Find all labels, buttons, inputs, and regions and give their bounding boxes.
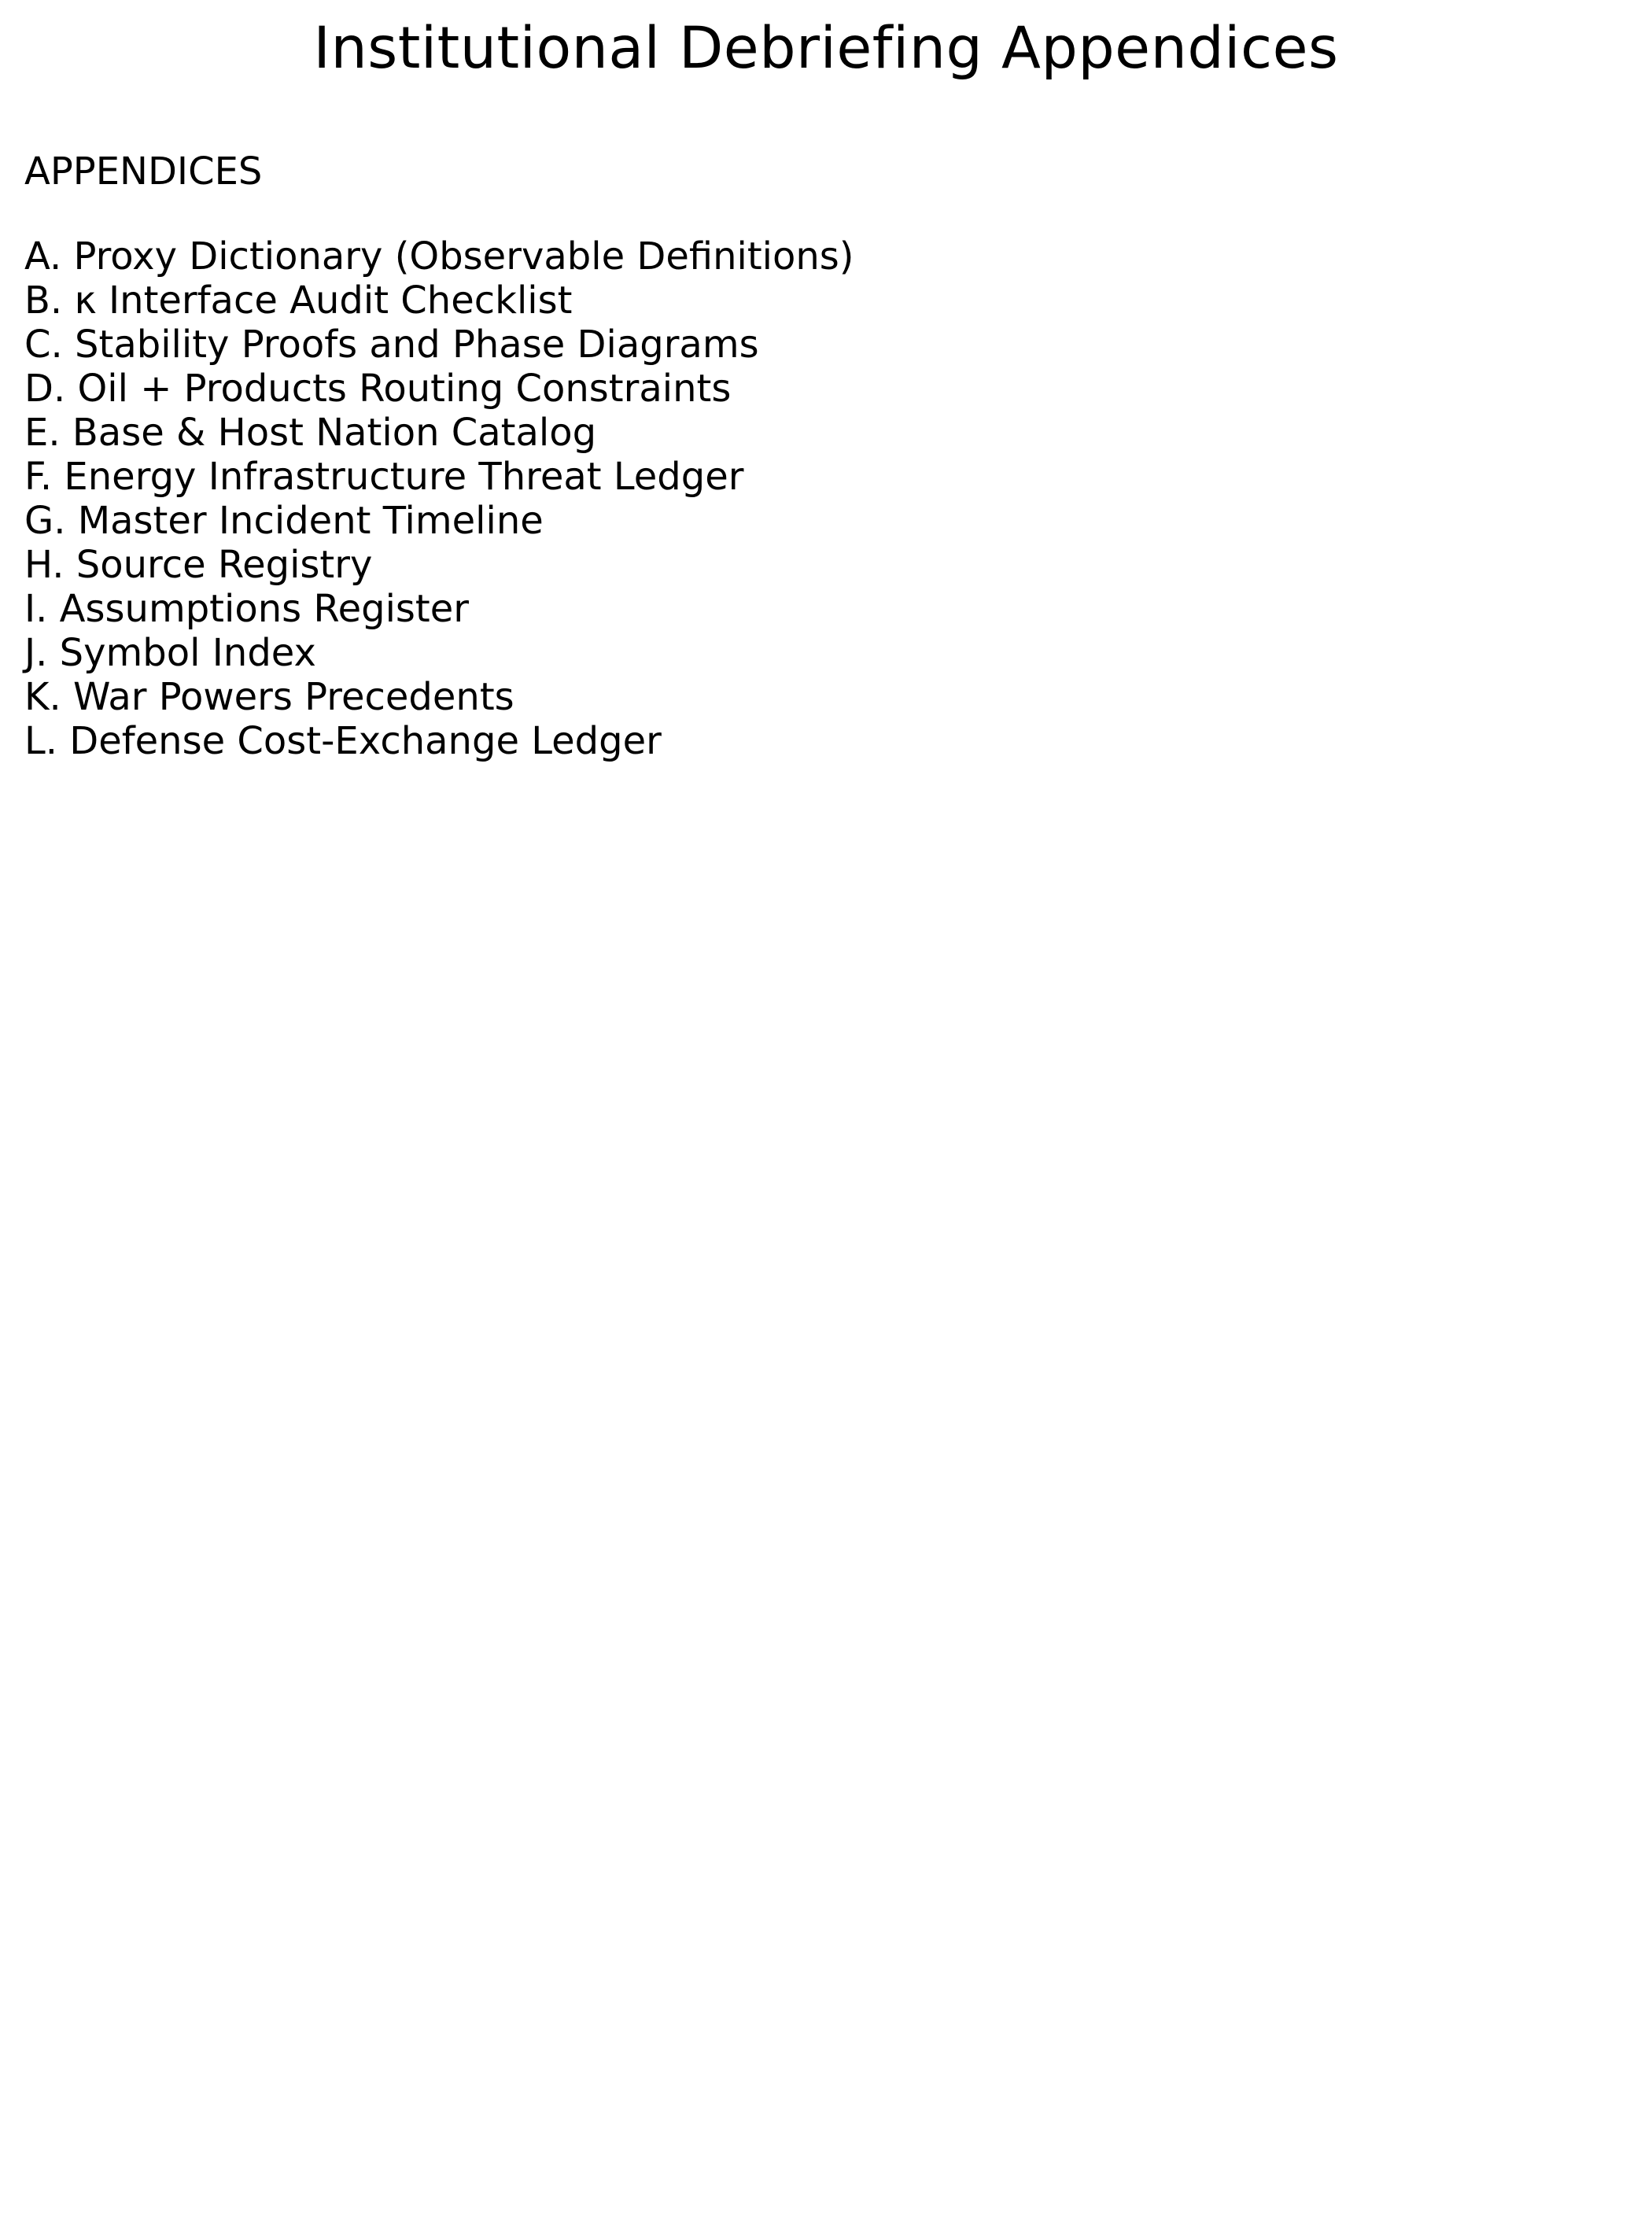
- appendix-item-k: K. War Powers Precedents: [24, 675, 514, 719]
- appendix-item-l: L. Defense Cost-Exchange Ledger: [24, 719, 662, 763]
- appendix-item-f: F. Energy Infrastructure Threat Ledger: [24, 455, 744, 499]
- appendix-item-d: D. Oil + Products Routing Constraints: [24, 367, 732, 411]
- appendix-item-b: B. κ Interface Audit Checklist: [24, 278, 573, 323]
- appendix-item-e: E. Base & Host Nation Catalog: [24, 411, 597, 455]
- appendix-item-i: I. Assumptions Register: [24, 587, 470, 631]
- appendix-item-a: A. Proxy Dictionary (Observable Definitions): [24, 234, 854, 278]
- section-heading: APPENDICES: [24, 149, 263, 194]
- appendix-item-c: C. Stability Proofs and Phase Diagrams: [24, 323, 759, 367]
- page-title: Institutional Debriefing Appendices: [313, 15, 1339, 82]
- appendix-item-h: H. Source Registry: [24, 543, 373, 587]
- appendix-item-j: J. Symbol Index: [24, 631, 316, 675]
- appendix-item-g: G. Master Incident Timeline: [24, 499, 544, 543]
- appendix-list: [24, 234, 854, 763]
